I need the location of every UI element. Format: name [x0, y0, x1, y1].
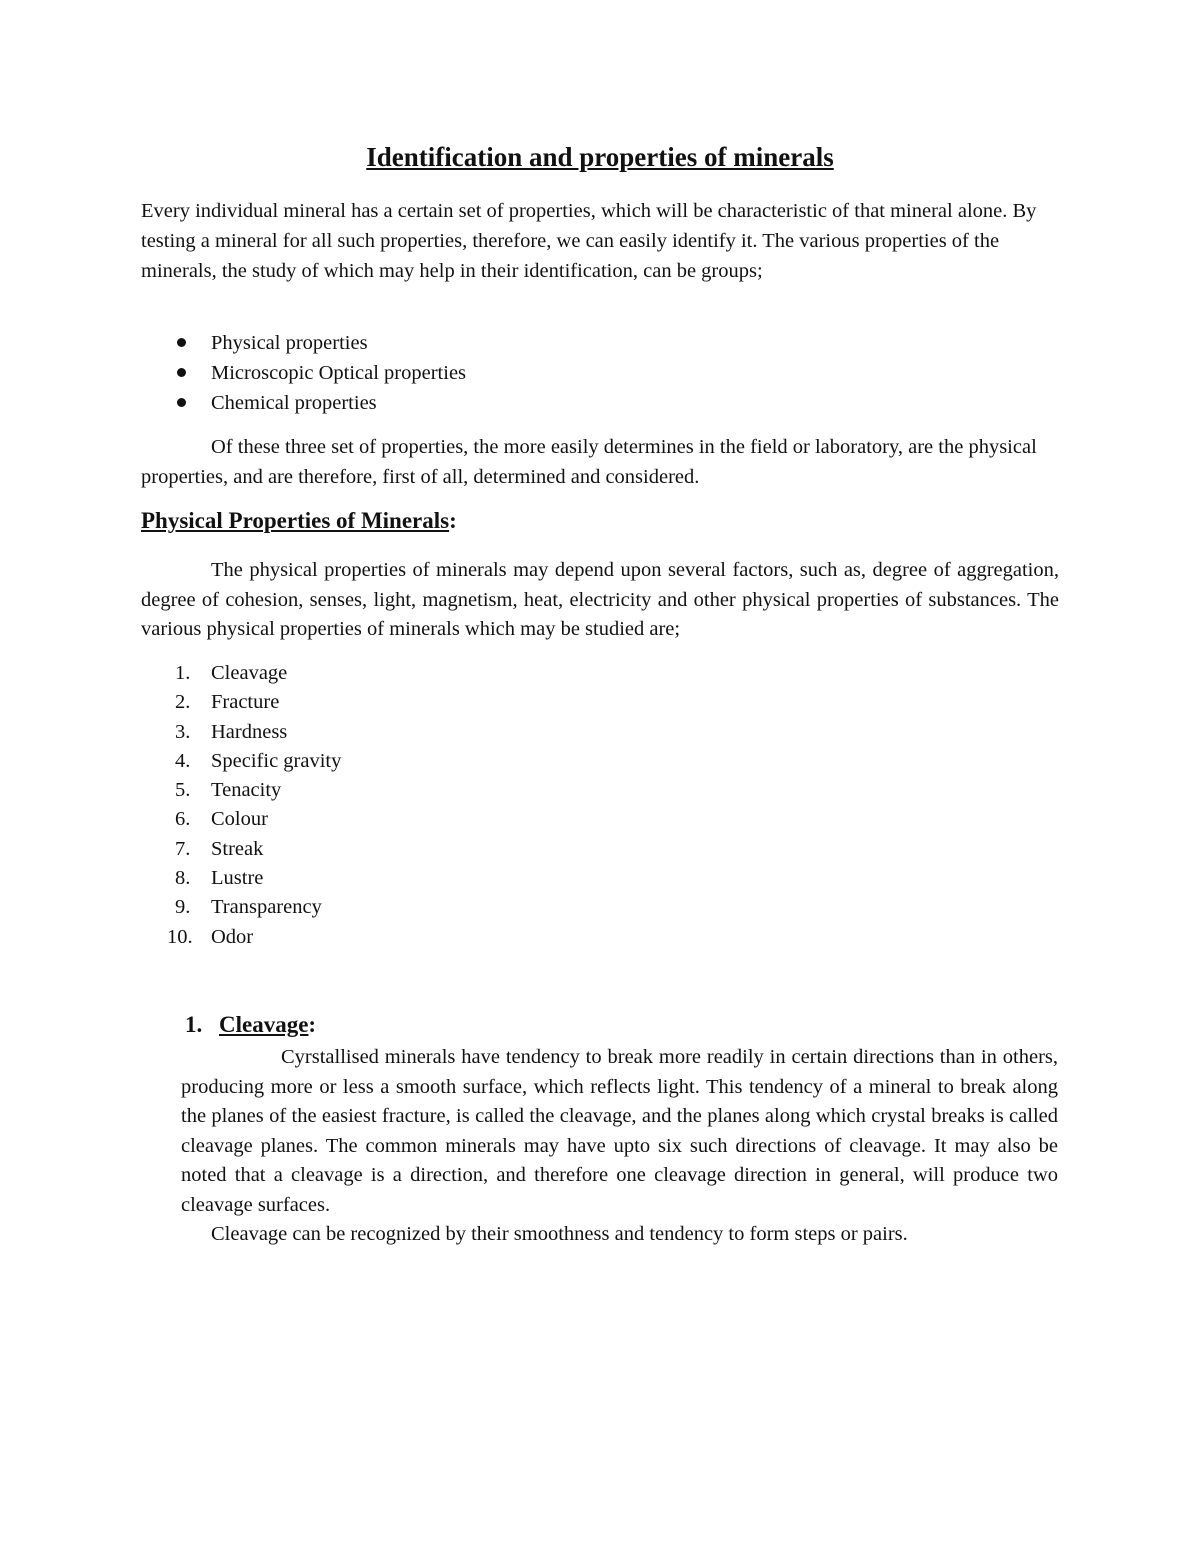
list-item-number: 10. — [167, 925, 193, 948]
bullet-icon — [177, 398, 186, 407]
list-item-label: Microscopic Optical properties — [211, 362, 467, 384]
list-item — [141, 835, 741, 864]
cleavage-note: Cleavage can be recognized by their smoothness and tendency to form steps or pairs. — [211, 1223, 908, 1245]
list-item-number: 3. — [175, 720, 191, 743]
list-item-label: Cleavage — [211, 662, 288, 684]
cleavage-heading-number: 1. — [185, 1012, 203, 1037]
cleavage-heading-colon: : — [308, 1012, 317, 1037]
list-item — [141, 747, 741, 776]
list-item-number: 5. — [175, 779, 191, 802]
list-item — [141, 776, 741, 805]
property-groups-list — [141, 328, 1041, 418]
groups-paragraph: Of these three set of properties, the more easily determines in the field or laboratory, are the physical properties, and are therefore, first of all, determined and considered. — [141, 436, 1037, 488]
list-item — [141, 328, 1041, 358]
cleavage-heading-text: Cleavage — [219, 1012, 309, 1037]
document-title: Identification and properties of minerals — [366, 142, 834, 172]
list-item — [141, 659, 741, 688]
physical-heading-colon: : — [449, 508, 457, 533]
list-item-label: Tenacity — [211, 779, 282, 802]
list-item-label: Odor — [211, 925, 254, 948]
list-item — [141, 718, 741, 747]
intro-paragraph: Every individual mineral has a certain set of properties, which will be characteristic of that mineral alone. By testing a mineral for all such properties, therefore, we can easily identify it. The various properties of the minerals, the study of which may help in their identification, can be groups; — [141, 200, 1037, 282]
list-item-label: Physical properties — [211, 332, 368, 354]
list-item-number: 4. — [175, 749, 191, 772]
list-item-label: Specific gravity — [211, 749, 342, 772]
bullet-icon — [177, 368, 186, 377]
list-item-label: Colour — [211, 808, 268, 831]
list-item — [141, 388, 1041, 418]
list-item-number: 9. — [175, 896, 191, 919]
list-item — [141, 893, 741, 922]
list-item-label: Streak — [211, 837, 264, 860]
list-item-label: Transparency — [211, 896, 322, 919]
list-item-label: Lustre — [211, 867, 264, 890]
list-item — [141, 805, 741, 834]
list-item — [141, 864, 741, 893]
physical-properties-paragraph: The physical properties of minerals may depend upon several factors, such as, degree of aggregation, degree of cohesion, senses, light, magnetism, heat, electricity and other physical properties of substances. The various physical properties of minerals which may be studied are; — [141, 559, 1059, 640]
cleavage-paragraph: Cyrstallised minerals have tendency to break more readily in certain directions than in others, producing more or less a smooth surface, which reflects light. This tendency of a mineral to break along the planes of the easiest fracture, is called the cleavage, and the planes along which crystal breaks is called cleavage planes. The common minerals may have upto six such directions of cleavage. It may also be noted that a cleavage is a direction, and therefore one cleavage direction in general, will produce two cleavage surfaces. — [181, 1046, 1058, 1216]
list-item-number: 6. — [175, 808, 191, 831]
list-item-number: 7. — [175, 837, 191, 860]
list-item — [141, 923, 741, 952]
list-item — [141, 688, 741, 717]
cleavage-heading — [185, 1012, 316, 1038]
list-item-label: Chemical properties — [211, 392, 377, 414]
bullet-icon — [177, 338, 186, 347]
physical-heading-text: Physical Properties of Minerals — [141, 508, 450, 533]
list-item — [141, 358, 1041, 388]
list-item-label: Fracture — [211, 691, 280, 714]
physical-properties-list — [141, 659, 741, 952]
physical-properties-heading — [141, 508, 457, 534]
list-item-number: 8. — [175, 867, 191, 890]
list-item-label: Hardness — [211, 720, 288, 743]
list-item-number: 1. — [175, 662, 191, 684]
list-item-number: 2. — [175, 691, 191, 714]
